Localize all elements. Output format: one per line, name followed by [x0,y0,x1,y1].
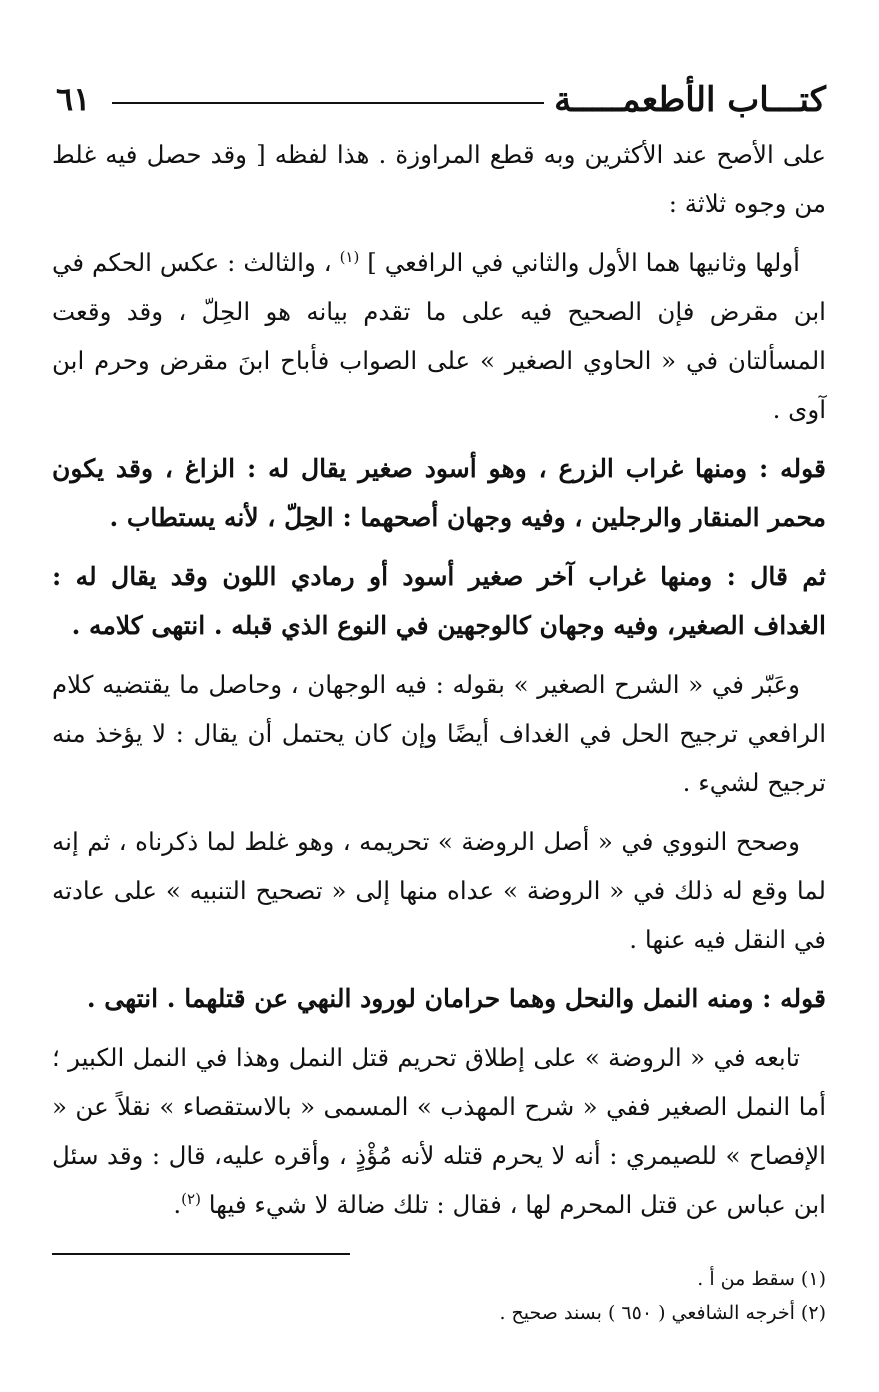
header-rule [112,102,544,104]
page-body [52,78,826,1229]
paragraph-3: قوله : ومنها غراب الزرع ، وهو أسود صغير يقال له : الزاغ ، وقد يكون محمر المنقار والرجلين ، وفيه وجهان أصحهما : الحِلّ ، لأنه يستطاب . [52,454,826,532]
paragraph-5: وعَبّر في « الشرح الصغير » بقوله : فيه الوجهان ، وحاصل ما يقتضيه كلام الرافعي ترجيح الحل في الغداف أيضًا وإن كان يحتمل أن يقال : لا يؤخذ منه ترجيح لشيء . [52,670,826,797]
paragraph-4: ثم قال : ومنها غراب آخر صغير أسود أو رمادي اللون وقد يقال له : الغداف الصغير، وفيه وجهان كالوجهين في النوع الذي قبله . انتهى كلامه . [52,562,826,640]
footnote-ref-2: (٢) [181,1189,201,1208]
footnote-1: (١) سقط من أ . [697,1268,826,1290]
paragraph-2: أولها وثانيها هما الأول والثاني في الرافعي ] $^{(١)}$ ، والثالث : عكس الحكم في ابن مقرض فإن الصحيح فيه على ما تقدم بيانه هو الحِلّ ، وقد وقعت المسألتان في « الحاوي الصغير » على الصواب فأباح ابنَ مقرض وحرم ابن آوى . [52,247,826,424]
footnotes [52,1262,826,1330]
paragraph-6: وصحح النووي في « أصل الروضة » تحريمه ، وهو غلط لما ذكرناه ، ثم إنه لما وقع له ذلك في « الروضة » عداه منها إلى « تصحيح التنبيه » على عادته في النقل فيه عنها . [52,827,826,954]
footnote-2: (٢) أخرجه الشافعي ( ٦٥٠ ) بسند صحيح . [499,1302,826,1324]
running-title: كتـــاب الأطعمـــــة [554,80,826,120]
footnote-ref-1: (١) [339,247,360,266]
paragraph-1: على الأصح عند الأكثرين وبه قطع المراوزة . هذا لفظه [ وقد حصل فيه غلط من وجوه ثلاثة : [52,140,826,218]
paragraph-7: قوله : ومنه النمل والنحل وهما حرامان لورود النهي عن قتلهما . انتهى . [86,984,826,1013]
page-number: ٦١ [56,80,91,118]
footnote-rule [52,1253,350,1255]
running-header [52,78,826,130]
paragraph-8: تابعه في « الروضة » على إطلاق تحريم قتل النمل وهذا في النمل الكبير ؛ أما النمل الصغير ففي « شرح المهذب » المسمى « بالاستقصاء » نقلاً عن « الإفصاح » للصيمري : أنه لا يحرم قتله لأنه مُؤْذٍ ، وأقره عليه، قال : وقد سئل ابن عباس عن قتل المحرم لها ، فقال : تلك ضالة لا شيء فيها $^{(٢)}$. [52,1043,826,1219]
